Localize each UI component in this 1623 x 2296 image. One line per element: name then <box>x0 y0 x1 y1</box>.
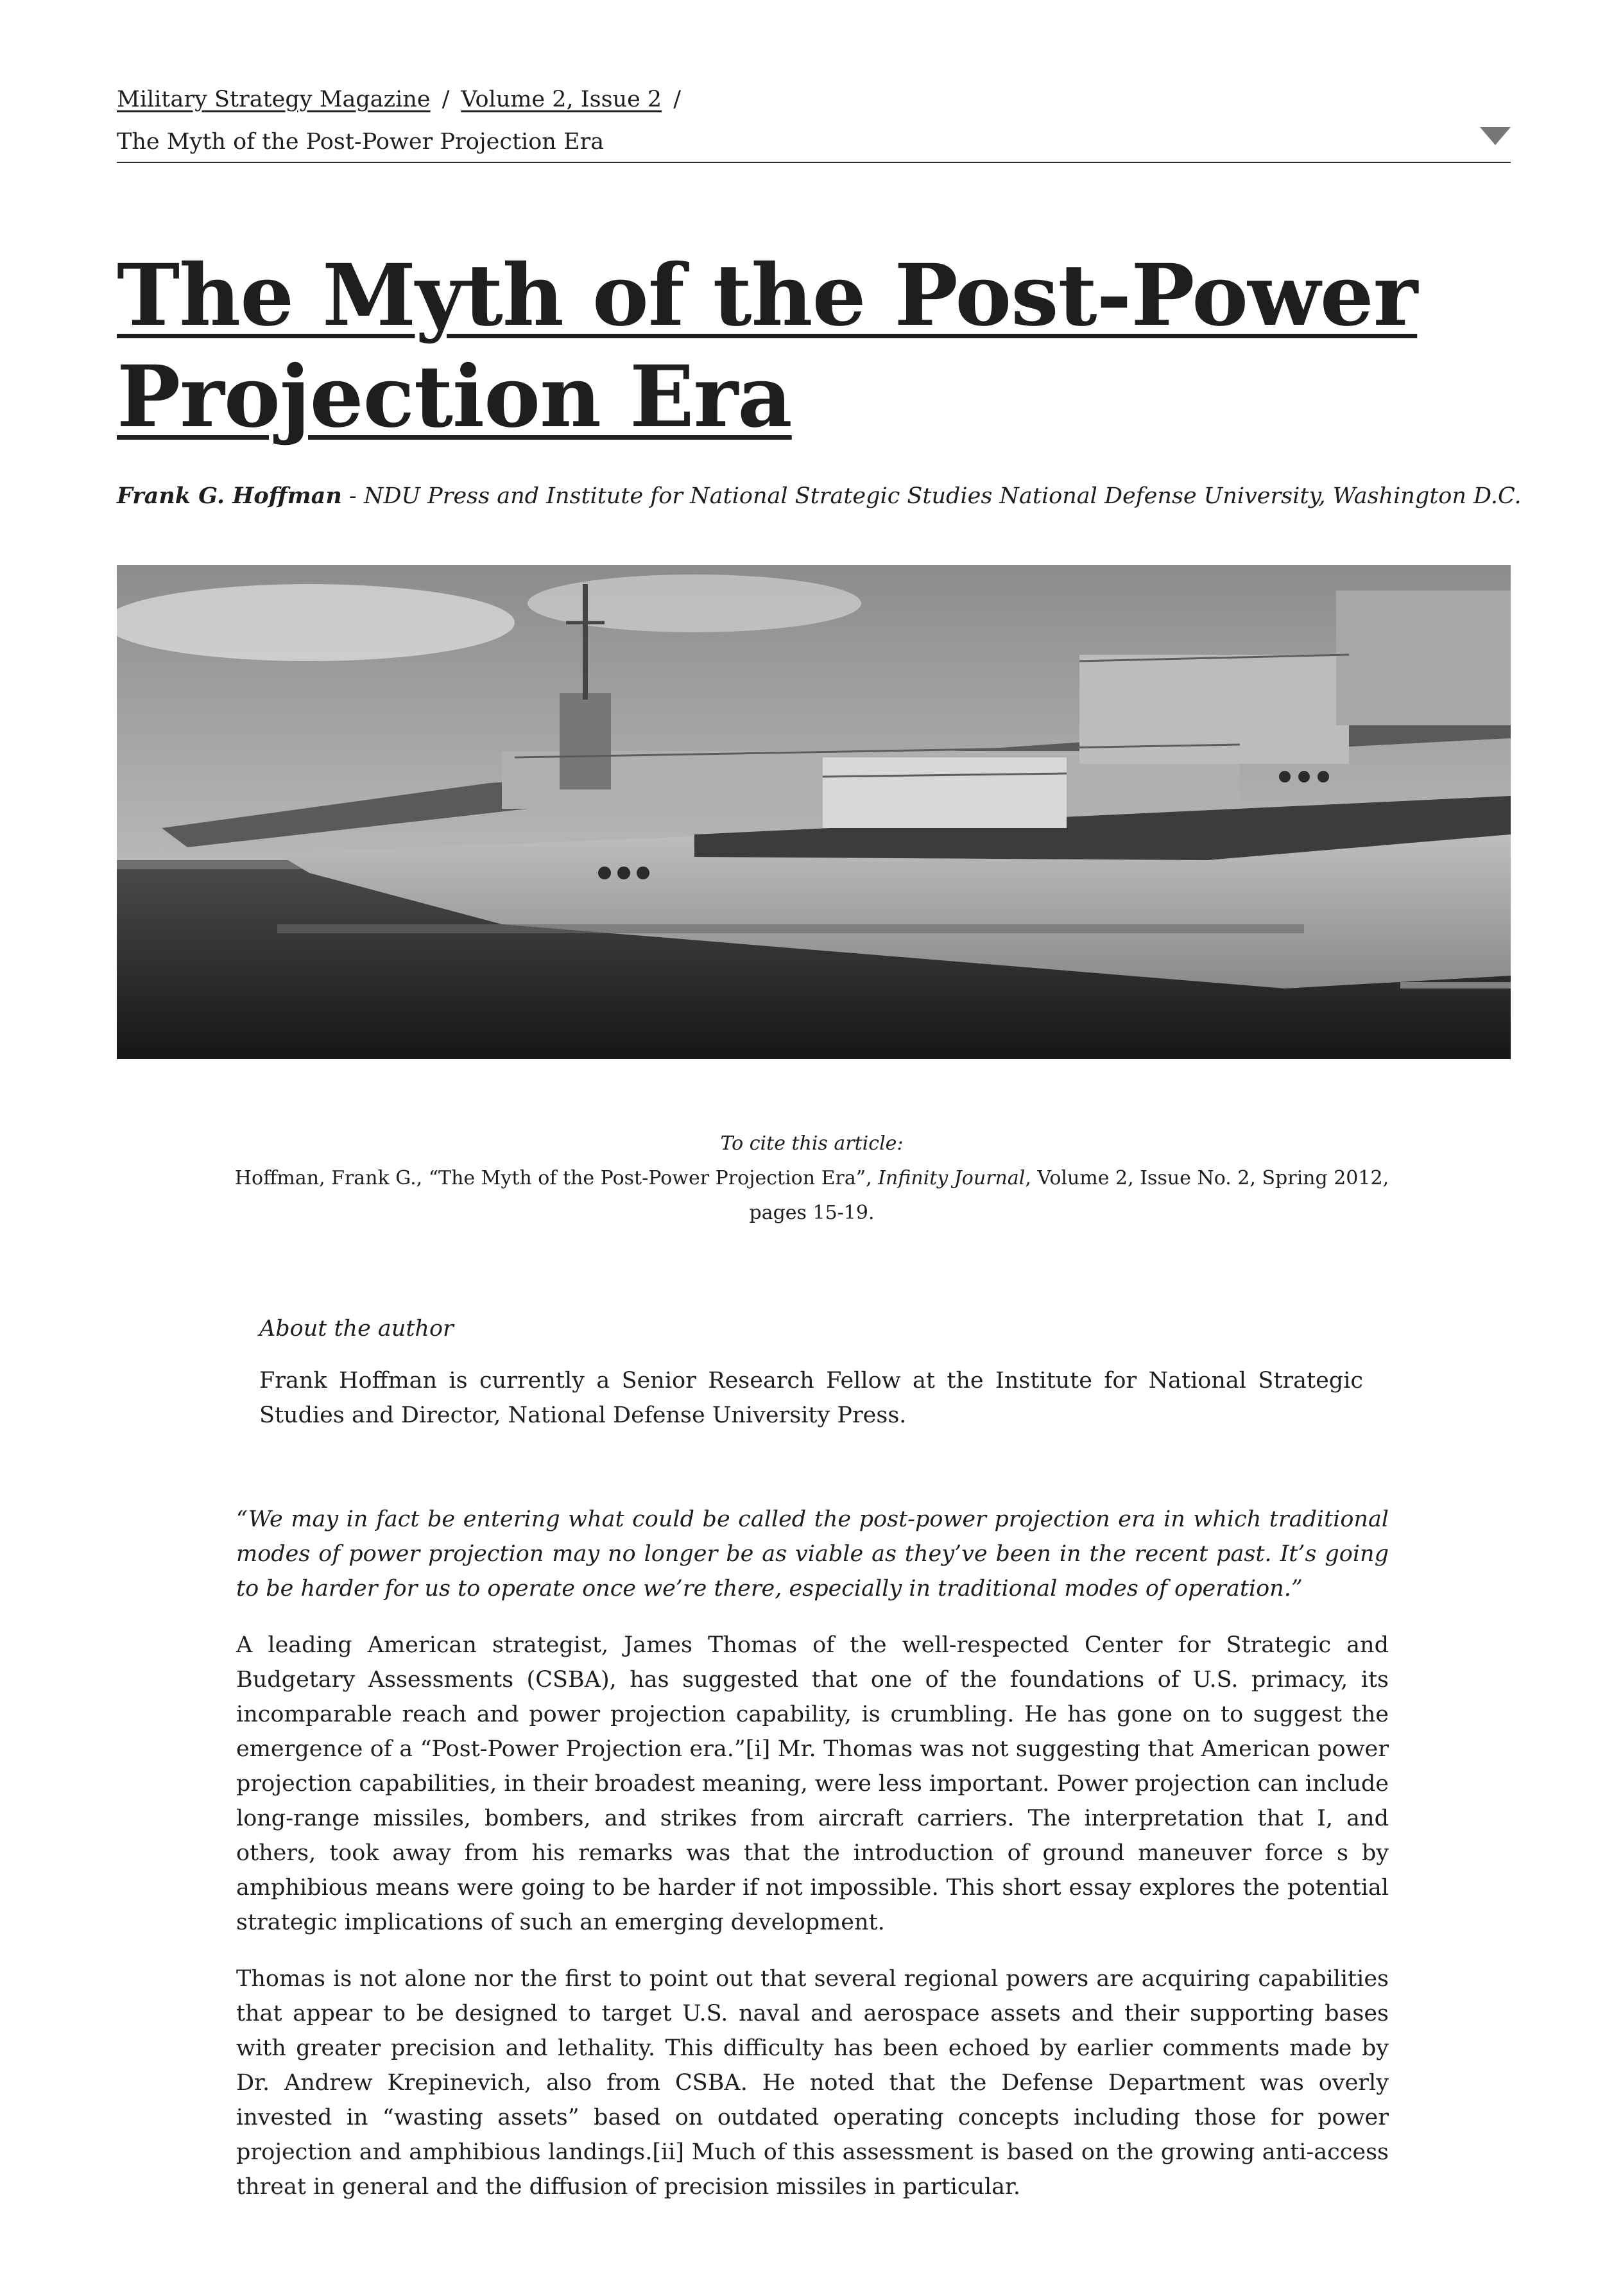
breadcrumb <box>117 78 1509 163</box>
paragraph: A leading American strategist, James Thomas of the well-respected Center for Strategic and Budgetary Assessments (CSBA), has suggested that one of the foundations of U.S. primacy, its incomparable reach and power projection capability, is crumbling. He has gone on to suggest the emergence of a “Post-Power Projection era.”[i] Mr. Thomas was not suggesting that American power projection capabilities, in their broadest meaning, were less important. Power projection can include long-range missiles, bombers, and strikes from aircraft carriers. The interpretation that I, and others, took away from his remarks was that the introduction of ground maneuver force s by amphibious means were going to be harder if not impossible. This short essay explores the potential strategic implications of such an emerging development. <box>236 1632 1389 1935</box>
author-name: Frank G. Hoffman <box>117 483 342 509</box>
citation-label: To cite this article: <box>720 1132 904 1155</box>
citation-text-before: Hoffman, Frank G., “The Myth of the Post-Power Projection Era”, <box>234 1167 879 1189</box>
author-affiliation: NDU Press and Institute for National Strategic Studies National Defense University, Washington D.C. <box>363 483 1522 509</box>
citation <box>212 1126 1412 1230</box>
pull-quote: “We may in fact be entering what could be called the post-power projection era in which traditional modes of power projection may no longer be as viable as they’ve been in the recent past. It’s going to be harder for us to operate once we’re there, especially in traditional modes of operation.” <box>236 1506 1389 1601</box>
article-title-line-2: Projection Era <box>117 347 792 447</box>
byline-separator: - <box>341 483 364 509</box>
about-author-heading: About the author <box>259 1316 454 1342</box>
breadcrumb-separator: / <box>442 87 450 112</box>
citation-journal: Infinity Journal <box>878 1167 1026 1189</box>
about-author-text: Frank Hoffman is currently a Senior Research Fellow at the Institute for National Strategic Studies and Director, National Defense University Press. <box>259 1368 1363 1428</box>
article-title-line-1: The Myth of the Post-Power <box>117 246 1418 345</box>
byline <box>117 483 1529 509</box>
breadcrumb-separator: / <box>673 87 681 112</box>
aircraft-carrier-photo <box>117 565 1511 1059</box>
header-divider <box>117 162 1511 163</box>
triangle-down-icon[interactable] <box>1480 127 1511 145</box>
article-body <box>236 1502 1389 2226</box>
breadcrumb-current: The Myth of the Post-Power Projection Era <box>117 129 605 155</box>
paragraph: Thomas is not alone nor the first to point out that several regional powers are acquiring capabilities that appear to be designed to target U.S. naval and aerospace assets and their supporting bases with greater precision and lethality. This difficulty has been echoed by earlier comments made by Dr. Andrew Krepinevich, also from CSBA. He noted that the Defense Department was overly invested in “wasting assets” based on outdated operating concepts including those for power projection and amphibious landings.[ii] Much of this assessment is based on the growing anti-access threat in general and the diffusion of precision missiles in particular. <box>236 1966 1389 2200</box>
article-title[interactable] <box>117 245 1509 448</box>
breadcrumb-link-issue[interactable]: Volume 2, Issue 2 <box>461 87 662 112</box>
citation-text-after: , Volume 2, Issue No. 2, Spring 2012, pages 15-19. <box>749 1167 1389 1224</box>
hero-image <box>117 565 1511 1059</box>
about-author <box>259 1316 1363 1433</box>
breadcrumb-link-magazine[interactable]: Military Strategy Magazine <box>117 87 431 112</box>
